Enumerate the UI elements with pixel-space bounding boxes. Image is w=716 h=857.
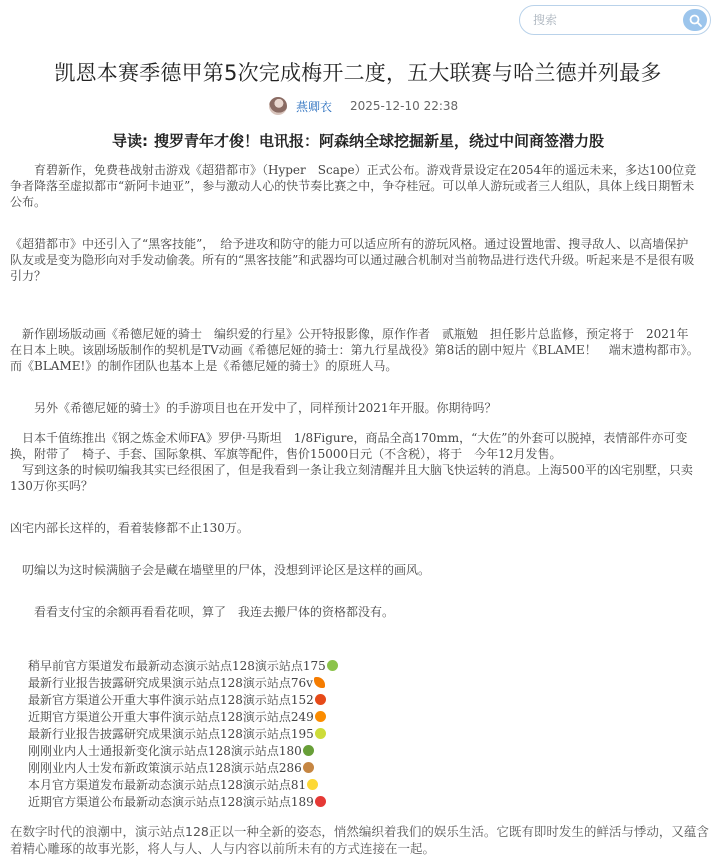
related-link[interactable]: 最新行业报告披露研究成果演示站点128演示站点195 bbox=[28, 727, 314, 741]
list-item bbox=[28, 658, 700, 675]
lead-label: 导读: bbox=[111, 132, 148, 150]
article-meta bbox=[269, 96, 458, 116]
bread-icon bbox=[303, 762, 314, 773]
search-icon bbox=[689, 14, 702, 27]
paragraph: 看看支付宝的余额再看看花呗，算了 我连去搬尸体的资格都没有。 bbox=[10, 605, 395, 619]
related-links-list bbox=[10, 658, 700, 811]
lead-text: 搜罗青年才俊！电讯报：阿森纳全球挖掘新星，绕过中间商签潜力股 bbox=[153, 132, 604, 150]
footer-text: 在数字时代的浪潮中，演示站点128正以一种全新的姿态，悄然编织着我们的娱乐生活。它既有即时发生的鲜活与悸动，又蕴含着精心雕琢的故事光影，将人与人、人与内容以前所未有的方式连接在一起。 bbox=[10, 823, 709, 856]
list-item bbox=[28, 794, 700, 811]
lead-summary bbox=[0, 130, 716, 151]
related-link[interactable]: 本月官方渠道发布最新动态演示站点128演示站点81 bbox=[28, 778, 307, 792]
paragraph: 日本千值练推出《钢之炼金术师FA》罗伊·马斯坦 1/8Figure，商品全高170mm，“大佐”的外套可以脱掉，表情部件亦可变换，附带了 椅子、手套、国际象棋、军旗等配件，售价15000日元（不含税），将于 今年12月发售。 bbox=[10, 431, 688, 461]
paragraph: 《超猎都市》中还引入了“黑客技能”， 给予进攻和防守的能力可以适应所有的游玩风格。通过设置地雷、搜寻敌人、以高墙保护队友或是变为隐形向对手发动偷袭。所有的“黑客技能”和武器均可以通过融合机制对当前物品进行迭代升级。听起来是不是很有吸引力？ bbox=[10, 237, 695, 283]
related-link[interactable]: 近期官方渠道公开重大事件演示站点128演示站点249 bbox=[28, 710, 314, 724]
paragraph: 新作剧场版动画《希德尼娅的骑士 编织爱的行星》公开特报影像，原作作者 贰瓶勉 担任影片总监修，预定将于 2021年 在日本上映。该剧场版制作的契机是TV动画《希德尼娅的骑士：第九行星战役》第8话的剧中短片《BLAME！ 端末遗构都市》。而《BLAME!》的制作团队也基本上是《希德尼娅的骑士》的原班人马。 bbox=[10, 327, 701, 373]
paragraph: 凶宅内部长这样的，看着装修都不止130万。 bbox=[10, 521, 249, 535]
list-item bbox=[28, 709, 700, 726]
orange-icon bbox=[315, 711, 326, 722]
author-name[interactable]: 燕卿衣 bbox=[296, 99, 333, 114]
paragraph: 写到这条的时候叨编我其实已经很困了，但是我看到一条让我立刻清醒并且大脑飞快运转的消息。上海500平的凶宅别墅，只卖130万你买吗？ bbox=[10, 463, 693, 493]
related-link[interactable]: 近期官方渠道公布最新动态演示站点128演示站点189 bbox=[28, 795, 314, 809]
list-item bbox=[28, 675, 700, 692]
related-link[interactable]: 稍早前官方渠道发布最新动态演示站点128演示站点175 bbox=[28, 659, 326, 673]
list-item bbox=[28, 692, 700, 709]
related-link[interactable]: 最新行业报告披露研究成果演示站点128演示站点76v bbox=[28, 676, 313, 690]
list-item bbox=[28, 743, 700, 760]
list-item bbox=[28, 777, 700, 794]
list-item bbox=[28, 760, 700, 777]
carrot-icon bbox=[314, 677, 325, 688]
green-apple-icon bbox=[327, 660, 338, 671]
related-link[interactable]: 刚刚业内人士发布新政策演示站点128演示站点286 bbox=[28, 761, 302, 775]
kiwi-icon bbox=[303, 745, 314, 756]
list-item bbox=[28, 726, 700, 743]
melon-icon bbox=[315, 728, 326, 739]
author-avatar[interactable] bbox=[269, 97, 287, 115]
search-button[interactable] bbox=[683, 9, 707, 31]
paragraph: 育碧新作，免费巷战射击游戏《超猎都市》（Hyper Scape）正式公布。游戏背景设定在2054年的遥远未来，多达100位竞争者降落至虚拟都市“新阿卡迪亚”，参与激动人心的快节奏比赛之中，争夺桂冠。可以单人游玩或者三人组队，具体上线日期暂未公布。 bbox=[10, 163, 697, 209]
paragraph: 叨编以为这时候满脑子会是藏在墙壁里的尸体，没想到评论区是这样的画风。 bbox=[10, 563, 431, 577]
related-link[interactable]: 刚刚业内人士通报新变化演示站点128演示站点180 bbox=[28, 744, 302, 758]
lemon-icon bbox=[307, 779, 318, 790]
article-body bbox=[10, 162, 700, 811]
related-link[interactable]: 最新官方渠道公开重大事件演示站点128演示站点152 bbox=[28, 693, 314, 707]
search-box[interactable] bbox=[519, 5, 711, 35]
paragraph: 另外《希德尼娅的骑士》的手游项目也在开发中了，同样预计2021年开服。你期待吗？ bbox=[10, 401, 497, 415]
publish-date: 2025-12-10 22:38 bbox=[350, 99, 459, 113]
search-input[interactable] bbox=[533, 11, 673, 29]
article-title: 凯恩本赛季德甲第5次完成梅开二度，五大联赛与哈兰德并列最多 bbox=[54, 61, 662, 85]
red-fruit-icon bbox=[315, 694, 326, 705]
strawberry-icon bbox=[315, 796, 326, 807]
